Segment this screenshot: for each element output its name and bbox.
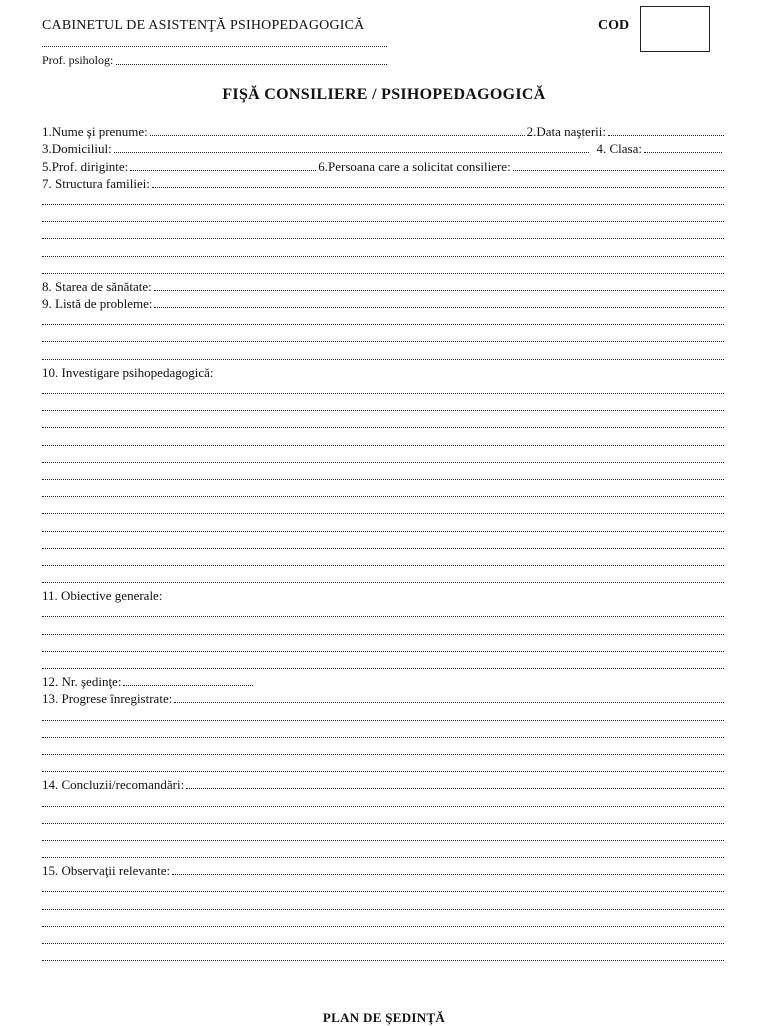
header-institution [42,16,387,68]
structura-line[interactable] [42,260,724,277]
investigare-line[interactable] [42,431,724,448]
label-persoana: 6.Persoana care a solicitat consiliere: [318,158,511,174]
investigare-line[interactable] [42,397,724,414]
investigare-line[interactable] [42,449,724,466]
row-progrese [42,689,724,706]
structura-line[interactable] [42,191,724,208]
field-persoana[interactable] [513,170,724,171]
page-title: FIŞĂ CONSILIERE / PSIHOPEDAGOGICĂ [222,86,546,103]
structura-line[interactable] [42,242,724,259]
cabinet-fill-line[interactable] [42,36,387,50]
field-clasa[interactable] [644,152,722,153]
observatii-line[interactable] [42,878,724,895]
label-sedinte: 12. Nr. şedinţe: [42,674,122,690]
investigare-line[interactable] [42,569,724,586]
investigare-line[interactable] [42,552,724,569]
plan-heading: PLAN DE ŞEDINŢĂ [322,1010,446,1025]
row-sedinte [42,672,724,689]
investigare-line[interactable] [42,483,724,500]
row-diriginte [42,156,724,173]
cod-box[interactable] [640,6,710,52]
prof-psiholog-field[interactable] [116,52,387,65]
obiective-line[interactable] [42,620,724,637]
label-sanatate: 8. Starea de sănătate: [42,278,152,294]
concluzii-line[interactable] [42,792,724,809]
label-obiective: 11. Obiective generale: [42,588,163,604]
prof-psiholog-line [42,52,387,68]
label-nume: 1.Nume şi prenume: [42,124,148,140]
field-domiciliu[interactable] [114,152,589,153]
field-nume[interactable] [150,135,525,136]
progrese-line[interactable] [42,706,724,723]
observatii-line[interactable] [42,947,724,964]
field-observatii[interactable] [172,874,724,875]
concluzii-line[interactable] [42,810,724,827]
row-investigare [42,363,724,380]
row-structura [42,174,724,191]
prof-psiholog-label: Prof. psiholog: [42,53,114,67]
probleme-line[interactable] [42,345,724,362]
structura-line[interactable] [42,208,724,225]
investigare-line[interactable] [42,380,724,397]
progrese-line[interactable] [42,724,724,741]
investigare-line[interactable] [42,535,724,552]
obiective-line[interactable] [42,638,724,655]
field-sanatate[interactable] [154,290,724,291]
label-data-nasterii: 2.Data naşterii: [526,124,606,140]
label-progrese: 13. Progrese înregistrate: [42,691,173,707]
probleme-line[interactable] [42,311,724,328]
investigare-line[interactable] [42,414,724,431]
cod-label: COD [598,18,630,33]
field-progrese[interactable] [174,702,724,703]
obiective-line[interactable] [42,603,724,620]
observatii-line[interactable] [42,913,724,930]
row-concluzii [42,775,724,792]
label-clasa: 4. Clasa: [596,141,642,157]
field-diriginte[interactable] [130,170,316,171]
field-structura[interactable] [152,187,724,188]
investigare-line[interactable] [42,517,724,534]
field-concluzii[interactable] [186,788,724,789]
obiective-line[interactable] [42,655,724,672]
row-observatii [42,861,724,878]
label-observatii: 15. Observaţii relevante: [42,863,171,879]
cabinet-name: CABINETUL DE ASISTENŢĂ PSIHOPEDAGOGICĂ [42,18,365,33]
probleme-line[interactable] [42,328,724,345]
row-domiciliu [42,139,724,156]
investigare-line[interactable] [42,500,724,517]
form-body [42,122,724,964]
row-probleme [42,294,724,311]
label-probleme: 9. Listă de probleme: [42,296,153,312]
concluzii-line[interactable] [42,844,724,861]
investigare-line[interactable] [42,466,724,483]
progrese-line[interactable] [42,741,724,758]
progrese-line[interactable] [42,758,724,775]
structura-line[interactable] [42,225,724,242]
row-obiective [42,586,724,603]
row-nume [42,122,724,139]
observatii-line[interactable] [42,930,724,947]
label-investigare: 10. Investigare psihopedagogică: [42,364,214,380]
field-probleme[interactable] [154,307,724,308]
concluzii-line[interactable] [42,827,724,844]
label-concluzii: 14. Concluzii/recomandări: [42,777,185,793]
label-domiciliu: 3.Domiciliul: [42,141,112,157]
row-sanatate [42,277,724,294]
observatii-line[interactable] [42,895,724,912]
label-diriginte: 5.Prof. diriginte: [42,158,129,174]
field-sedinte[interactable] [123,685,253,686]
field-data-nasterii[interactable] [608,135,724,136]
label-structura: 7. Structura familiei: [42,175,150,191]
